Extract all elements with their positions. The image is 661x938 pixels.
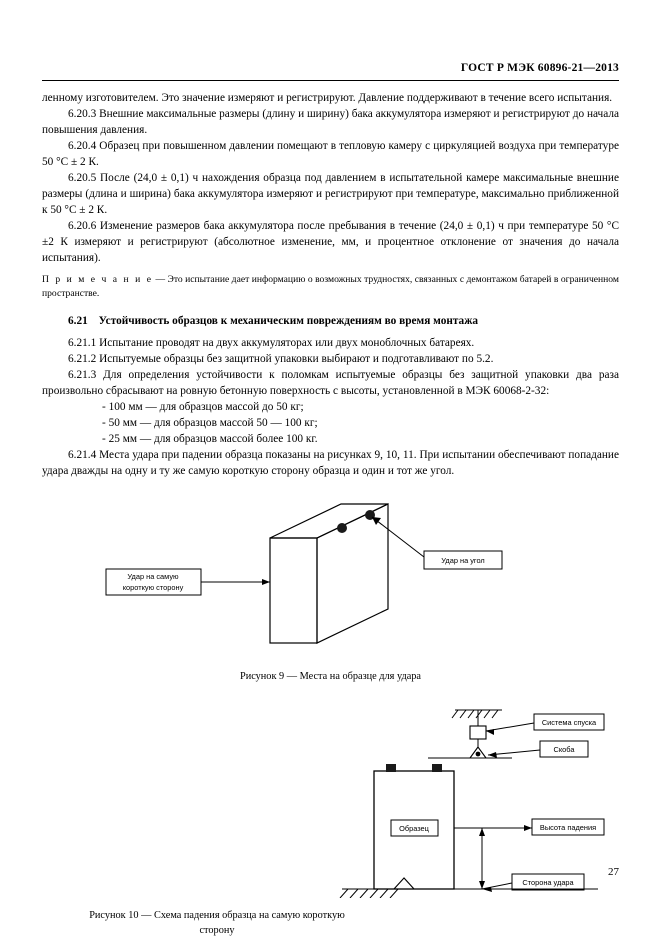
figure-10: [42, 698, 619, 938]
figure-10-caption-line2: сторону: [199, 924, 235, 936]
label-corner-callout: [372, 517, 502, 569]
page-header-standard-title: ГОСТ Р МЭК 60896-21—2013: [460, 62, 619, 74]
label-drop-height-text: Высота падения: [539, 823, 597, 833]
note-label: П р и м е ч а н и е: [42, 274, 153, 286]
figure-10-caption: [52, 909, 382, 938]
section-number: 6.21: [68, 315, 88, 328]
drop-height-list: [42, 399, 619, 447]
document-content: [42, 90, 619, 938]
support-triangle: [394, 878, 414, 889]
note-block: [42, 273, 619, 301]
terminal-left: [386, 764, 396, 772]
label-short-side-callout: [106, 569, 270, 595]
label-impact-side-text: Сторона удара: [522, 878, 574, 888]
paragraph-6-21-4: 6.21.4 Места удара при падении образца показаны на рисунках 9, 10, 11. При испытании обеспечивают попадание удара дважды на одну и ту же самую короткую сторону образца и один и тот же угол.: [42, 449, 619, 478]
paragraph-6-20-3: 6.20.3 Внешние максимальные размеры (длину и ширину) бака аккумулятора измеряют и регистрируют до начала повышения давления.: [42, 108, 619, 137]
figure-10-caption-line1: Рисунок 10 — Схема падения образца на самую короткую: [89, 910, 345, 922]
paragraph-6-21-2: 6.21.2 Испытуемые образцы без защитной упаковки выбирают и подготавливают по 5.2.: [68, 353, 494, 366]
paragraph-6-21-3: 6.21.3 Для определения устойчивости к поломкам испытуемые образцы без защитной упаковки два раза произвольно сбрасывают на ровную бетонную поверхность с высоты, установленной в МЭК 60068-2-32:: [42, 369, 619, 398]
label-corner-text: Удар на угол: [441, 556, 485, 566]
page-number: 27: [608, 866, 619, 878]
section-heading-6-21: [42, 313, 619, 329]
paragraph-continued: ленному изготовителем. Это значение измеряют и регистрируют. Давление поддерживают в течение всего испытания.: [42, 92, 613, 104]
section-title: Устойчивость образцов к механическим повреждениям во время монтажа: [98, 315, 479, 328]
paragraph-6-20-6: 6.20.6 Изменение размеров бака аккумулятора после пребывания в течение (24,0 ± 0,1) ч при температуре 50 °С ±2 К измеряют и регистрируют (абсолютное изменение, мм, и процентное отклонение от значения до начала испытания).: [42, 220, 619, 265]
label-release-system-text: Система спуска: [541, 718, 597, 728]
list-item: - 100 мм — для образцов массой до 50 кг;: [102, 401, 304, 414]
figure-9-caption: Рисунок 9 — Места на образце для удара: [239, 670, 422, 682]
label-short-side-line2: короткую сторону: [122, 583, 184, 593]
note-text: — Это испытание дает информацию о возможных трудностях, связанных с демонтажом батарей в ограниченном пространстве.: [42, 274, 619, 300]
list-item: - 25 мм — для образцов массой более 100 кг.: [102, 433, 318, 446]
label-clamp-text: Скоба: [553, 745, 575, 755]
paragraph-6-20-4: 6.20.4 Образец при повышенном давлении помещают в тепловую камеру с циркуляцией воздуха при температуре 50 °С ± 2 К.: [42, 140, 619, 169]
figure-9-drawing: [42, 493, 619, 658]
terminal-right: [432, 764, 442, 772]
figure-10-drawing: [42, 698, 619, 898]
label-sample-text: Образец: [399, 824, 429, 834]
impact-point-dot-2: [337, 523, 347, 533]
list-item: - 50 мм — для образцов массой 50 — 100 кг;: [102, 417, 318, 430]
header-divider: [42, 80, 619, 81]
paragraph-6-20-5: 6.20.5 После (24,0 ± 0,1) ч нахождения образца под давлением в испытательной камере максимальные внешние размеры (длина и ширина) бака аккумулятора измеряют и регистрируют при температуре, максимально приближенной к 50 °С ± 2 К.: [42, 172, 619, 217]
paragraph-6-21-1: 6.21.1 Испытание проводят на двух аккумуляторах или двух моноблочных батареях.: [68, 337, 475, 350]
label-clamp-callout: [488, 741, 588, 758]
label-release-system-callout: [486, 714, 604, 735]
release-system-box: [470, 726, 486, 739]
figure-9: [42, 493, 619, 684]
label-short-side-line1: Удар на самую: [127, 572, 179, 582]
